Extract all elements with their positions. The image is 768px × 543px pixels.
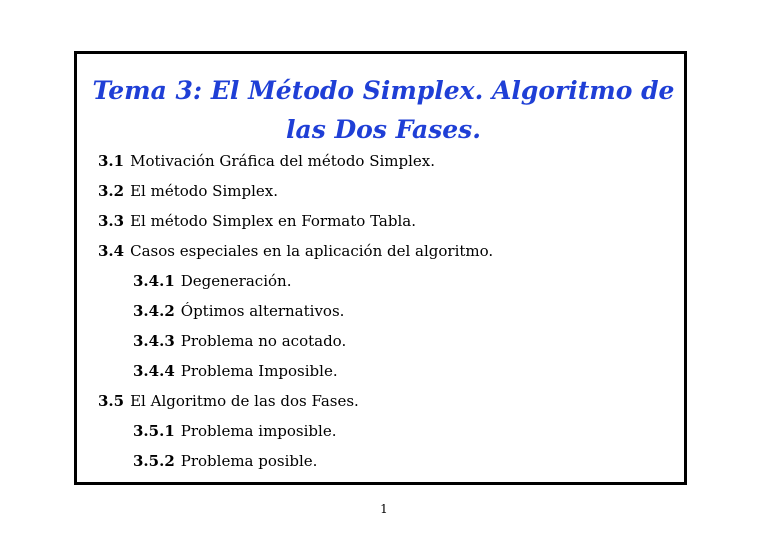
toc-item (98, 211, 493, 241)
toc-item (98, 391, 493, 421)
section-title: El método Simplex. (130, 182, 278, 200)
section-title: Motivación Gráfica del método Simplex. (130, 152, 436, 170)
subsection-title: Problema posible. (180, 452, 318, 470)
toc-subitem (98, 361, 493, 391)
toc-subitem (98, 331, 493, 361)
toc-item (98, 151, 493, 181)
section-number: 3.3 (98, 212, 125, 230)
section-number: 3.4 (98, 242, 125, 260)
section-number: 3.5 (98, 392, 125, 410)
toc-item (98, 241, 493, 271)
subsection-number: 3.4.1 (133, 272, 175, 290)
section-title: El método Simplex en Formato Tabla. (130, 212, 416, 230)
section-number: 3.2 (98, 182, 125, 200)
subsection-title: Problema imposible. (180, 422, 337, 440)
toc-subitem (98, 421, 493, 451)
slide-frame (74, 51, 687, 485)
subsection-number: 3.4.4 (133, 362, 175, 380)
subsection-title: Problema Imposible. (180, 362, 338, 380)
subsection-title: Óptimos alternativos. (180, 302, 345, 320)
subsection-title: Degeneración. (180, 272, 292, 290)
toc-subitem (98, 451, 493, 481)
section-title: Casos especiales en la aplicación del algoritmo. (130, 242, 494, 260)
subsection-number: 3.4.3 (133, 332, 175, 350)
toc-subitem (98, 301, 493, 331)
table-of-contents (98, 151, 493, 481)
section-title: El Algoritmo de las dos Fases. (130, 392, 359, 410)
subsection-number: 3.4.2 (133, 302, 175, 320)
toc-subitem (98, 271, 493, 301)
section-number: 3.1 (98, 152, 125, 170)
subsection-title: Problema no acotado. (180, 332, 347, 350)
toc-item (98, 181, 493, 211)
slide-title: Tema 3: El Método Simplex. Algoritmo de las Dos Fases. (92, 76, 675, 144)
subsection-number: 3.5.1 (133, 422, 175, 440)
subsection-number: 3.5.2 (133, 452, 175, 470)
page-number: 1 (380, 502, 388, 516)
